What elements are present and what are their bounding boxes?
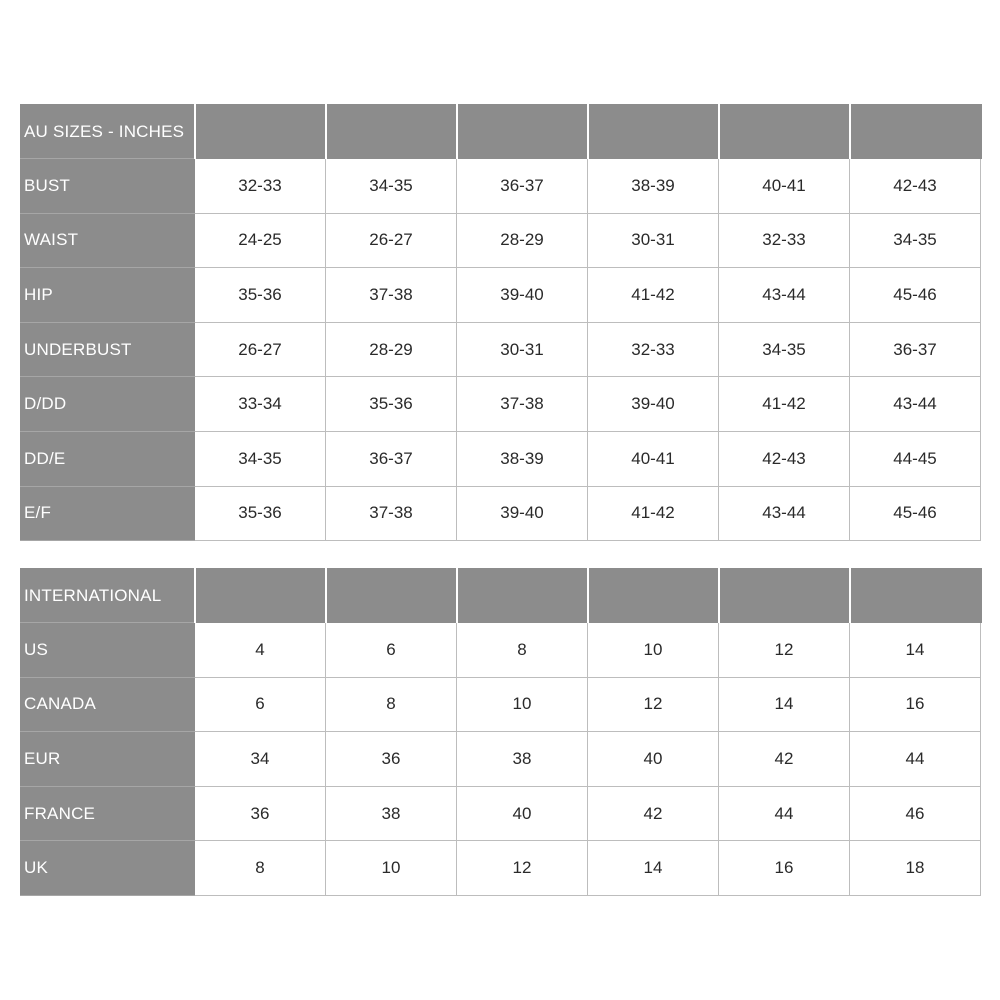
international-table-body (21, 569, 981, 896)
size-value-cell: 10 (326, 841, 457, 896)
size-value-cell: 38-39 (457, 431, 588, 486)
international-table-title: INTERNATIONAL (21, 569, 195, 623)
size-value-cell: 26-27 (195, 322, 326, 377)
size-value-cell: 18 (850, 841, 981, 896)
international-header-row (21, 569, 981, 623)
size-value-cell: 40 (457, 786, 588, 841)
table-row (21, 268, 981, 323)
international-header-cell (195, 569, 326, 623)
size-value-cell: 36-37 (326, 431, 457, 486)
size-value-cell: 40 (588, 732, 719, 787)
size-value-cell: 10 (457, 677, 588, 732)
size-value-cell: 43-44 (850, 377, 981, 432)
size-value-cell: 38 (326, 786, 457, 841)
international-header-cell (326, 569, 457, 623)
table-row (21, 841, 981, 896)
size-value-cell: 44 (719, 786, 850, 841)
size-value-cell: 44 (850, 732, 981, 787)
table-row (21, 732, 981, 787)
size-value-cell: 35-36 (326, 377, 457, 432)
international-header-cell (588, 569, 719, 623)
size-value-cell: 39-40 (457, 268, 588, 323)
size-value-cell: 45-46 (850, 268, 981, 323)
row-label: BUST (21, 159, 195, 214)
size-value-cell: 10 (588, 623, 719, 678)
size-value-cell: 8 (326, 677, 457, 732)
size-value-cell: 12 (719, 623, 850, 678)
table-row (21, 322, 981, 377)
au-sizes-table (20, 104, 982, 541)
size-value-cell: 42 (719, 732, 850, 787)
international-header-cell (457, 569, 588, 623)
table-row (21, 159, 981, 214)
row-label: US (21, 623, 195, 678)
row-label: EUR (21, 732, 195, 787)
size-value-cell: 28-29 (457, 213, 588, 268)
size-value-cell: 35-36 (195, 486, 326, 541)
table-row (21, 786, 981, 841)
size-value-cell: 14 (719, 677, 850, 732)
size-value-cell: 44-45 (850, 431, 981, 486)
au-table-title: AU SIZES - INCHES (21, 105, 195, 159)
size-value-cell: 36 (326, 732, 457, 787)
size-value-cell: 37-38 (457, 377, 588, 432)
size-value-cell: 8 (195, 841, 326, 896)
row-label: HIP (21, 268, 195, 323)
row-label: E/F (21, 486, 195, 541)
international-header-cell (719, 569, 850, 623)
size-value-cell: 34-35 (195, 431, 326, 486)
size-value-cell: 37-38 (326, 268, 457, 323)
international-header-cell (850, 569, 981, 623)
table-row (21, 677, 981, 732)
size-value-cell: 40-41 (719, 159, 850, 214)
size-value-cell: 36-37 (457, 159, 588, 214)
size-value-cell: 36 (195, 786, 326, 841)
size-value-cell: 8 (457, 623, 588, 678)
size-value-cell: 12 (588, 677, 719, 732)
table-row (21, 213, 981, 268)
au-table-body (21, 105, 981, 541)
size-value-cell: 39-40 (457, 486, 588, 541)
au-header-cell (850, 105, 981, 159)
size-value-cell: 34-35 (850, 213, 981, 268)
size-value-cell: 26-27 (326, 213, 457, 268)
size-value-cell: 42 (588, 786, 719, 841)
size-value-cell: 32-33 (719, 213, 850, 268)
size-value-cell: 35-36 (195, 268, 326, 323)
size-value-cell: 38-39 (588, 159, 719, 214)
size-value-cell: 39-40 (588, 377, 719, 432)
size-value-cell: 36-37 (850, 322, 981, 377)
size-value-cell: 40-41 (588, 431, 719, 486)
size-value-cell: 14 (850, 623, 981, 678)
size-value-cell: 34 (195, 732, 326, 787)
size-value-cell: 24-25 (195, 213, 326, 268)
size-value-cell: 37-38 (326, 486, 457, 541)
size-value-cell: 43-44 (719, 486, 850, 541)
size-value-cell: 45-46 (850, 486, 981, 541)
size-value-cell: 32-33 (195, 159, 326, 214)
size-value-cell: 30-31 (588, 213, 719, 268)
au-header-cell (326, 105, 457, 159)
size-value-cell: 16 (850, 677, 981, 732)
size-value-cell: 41-42 (588, 268, 719, 323)
size-value-cell: 46 (850, 786, 981, 841)
size-value-cell: 41-42 (719, 377, 850, 432)
table-row (21, 623, 981, 678)
size-value-cell: 12 (457, 841, 588, 896)
row-label: FRANCE (21, 786, 195, 841)
row-label: CANADA (21, 677, 195, 732)
au-header-cell (719, 105, 850, 159)
au-header-cell (195, 105, 326, 159)
row-label: DD/E (21, 431, 195, 486)
row-label: UNDERBUST (21, 322, 195, 377)
table-row (21, 377, 981, 432)
table-row (21, 486, 981, 541)
size-value-cell: 28-29 (326, 322, 457, 377)
size-value-cell: 33-34 (195, 377, 326, 432)
row-label: D/DD (21, 377, 195, 432)
size-value-cell: 14 (588, 841, 719, 896)
au-header-cell (588, 105, 719, 159)
size-value-cell: 32-33 (588, 322, 719, 377)
size-value-cell: 43-44 (719, 268, 850, 323)
size-value-cell: 42-43 (850, 159, 981, 214)
au-header-cell (457, 105, 588, 159)
size-value-cell: 4 (195, 623, 326, 678)
au-header-row (21, 105, 981, 159)
international-sizes-table (20, 568, 982, 896)
size-value-cell: 42-43 (719, 431, 850, 486)
size-value-cell: 6 (326, 623, 457, 678)
size-value-cell: 38 (457, 732, 588, 787)
row-label: WAIST (21, 213, 195, 268)
size-value-cell: 34-35 (326, 159, 457, 214)
table-row (21, 431, 981, 486)
row-label: UK (21, 841, 195, 896)
size-value-cell: 30-31 (457, 322, 588, 377)
size-value-cell: 41-42 (588, 486, 719, 541)
size-value-cell: 16 (719, 841, 850, 896)
size-value-cell: 6 (195, 677, 326, 732)
size-value-cell: 34-35 (719, 322, 850, 377)
